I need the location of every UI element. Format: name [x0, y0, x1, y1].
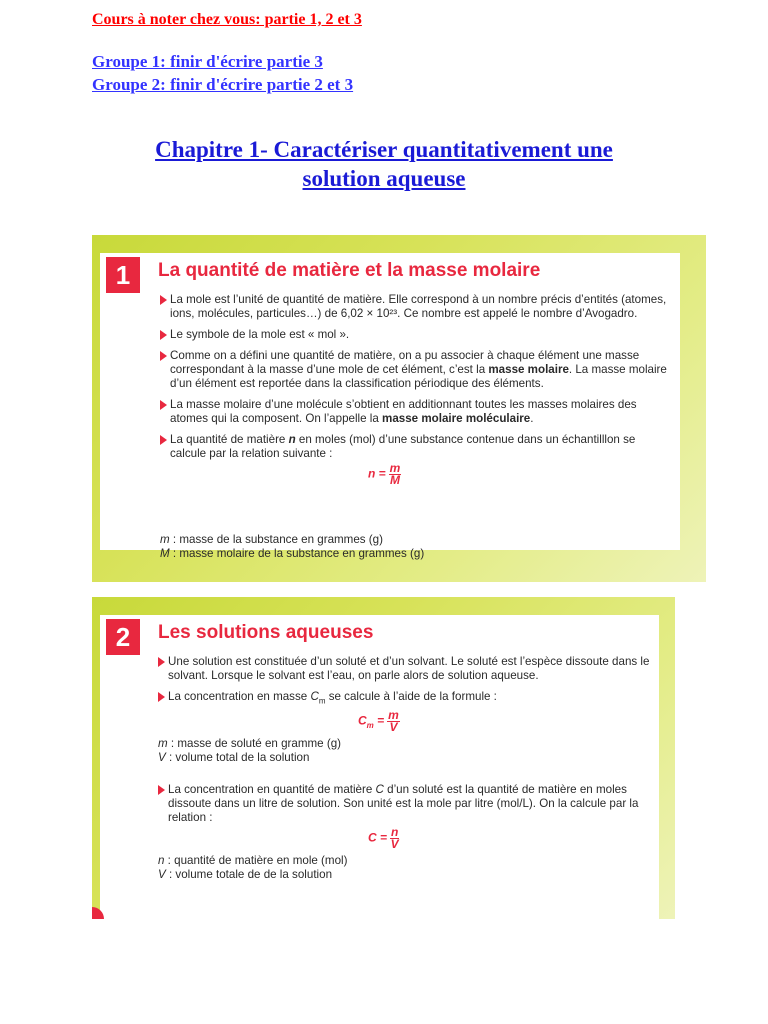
- section-2-card: [100, 615, 659, 919]
- section-1-bullet-1: La mole est l’unité de quantité de matière. Elle correspond à un nombre précis d’entités (atomes, ions, molécules, particules…) de 6,02 × 10²³. Ce nombre est appelé le nombre d’Avogadro.: [160, 293, 672, 321]
- bullet-arrow-icon: [160, 435, 167, 445]
- section-2-number: 2: [106, 619, 140, 655]
- homework-note: Cours à noter chez vous: partie 1, 2 et 3: [92, 11, 362, 28]
- section-1-bullet-4: La masse molaire d’une molécule s’obtient en additionnant toutes les masses molaires des atomes qui la composent. On l’appelle la masse molaire moléculaire.: [160, 398, 672, 426]
- chapter-title-line2: solution aqueuse: [302, 166, 466, 191]
- definition-n: n : quantité de matière en mole (mol): [158, 854, 348, 868]
- section-1-panel: [92, 235, 706, 582]
- section-2-bullet-1: Une solution est constituée d’un soluté et d’un solvant. Le soluté est l’espèce dissoute dans le solvant. Lorsque le solvant est l’eau, on parle alors de solution aqueuse.: [158, 655, 651, 683]
- group2-note: Groupe 2: finir d'écrire partie 2 et 3: [92, 75, 354, 94]
- chapter-title-line1: Chapitre 1- Caractériser quantitativement une: [155, 137, 613, 162]
- section-1-title: La quantité de matière et la masse molaire: [158, 260, 541, 281]
- formula-cm-equals-m-over-V: $C_m$ = $\frac{m}{V}$: [358, 708, 399, 735]
- section-1-body: [160, 293, 672, 490]
- definition-m: m : masse de la substance en grammes (g): [160, 533, 383, 546]
- definition-V-solution: V : volume totale de de la solution: [158, 868, 333, 882]
- group1-note: Groupe 1: finir d'écrire partie 3: [92, 52, 323, 71]
- section-2-panel: [92, 597, 675, 919]
- section-2-body: [158, 655, 651, 882]
- definition-m-solute: m : masse de soluté en gramme (g): [158, 737, 342, 751]
- bullet-arrow-icon: [160, 400, 167, 410]
- section-2-title: Les solutions aqueuses: [158, 622, 374, 643]
- section-2-bullet-3: La concentration en quantité de matière C d’un soluté est la quantité de matière en moles dissoute dans un litre de solution. Son unité est la mole par litre (mol/L). On la calcule par la relation :: [158, 783, 651, 825]
- section-1-bullet-3: Comme on a défini une quantité de matière, on a pu associer à chaque élément une masse correspondant à la masse d’une mole de cet élément, c’est la masse molaire. La masse molaire d’un élément est reportée dans la classification périodique des éléments.: [160, 349, 672, 391]
- bullet-arrow-icon: [160, 351, 167, 361]
- chapter-title: [92, 135, 676, 193]
- section-1-card: [100, 253, 680, 560]
- bullet-arrow-icon: [160, 330, 167, 340]
- section-1-definitions: [160, 533, 424, 561]
- definition-V-total: V : volume total de la solution: [158, 751, 310, 765]
- section-1-number: 1: [106, 257, 140, 293]
- section-1-bullet-5: La quantité de matière n en moles (mol) d’une substance contenue dans un échantilllon se calcule par la relation suivante :: [160, 433, 672, 461]
- bullet-arrow-icon: [160, 295, 167, 305]
- bullet-arrow-icon: [158, 657, 165, 667]
- bullet-arrow-icon: [158, 785, 165, 795]
- bullet-arrow-icon: [158, 692, 165, 702]
- formula-c-equals-n-over-V: C = $\frac{n}{V}$: [368, 825, 399, 852]
- section-1-bullet-2: Le symbole de la mole est « mol ».: [160, 328, 672, 342]
- formula-n-equals-m-over-M: n = $\frac{m}{M}$: [368, 461, 401, 487]
- section-2-bullet-2: La concentration en masse $C_m$ se calcule à l’aide de la formule :: [158, 690, 651, 708]
- definition-M: M : masse molaire de la substance en grammes (g): [160, 547, 425, 560]
